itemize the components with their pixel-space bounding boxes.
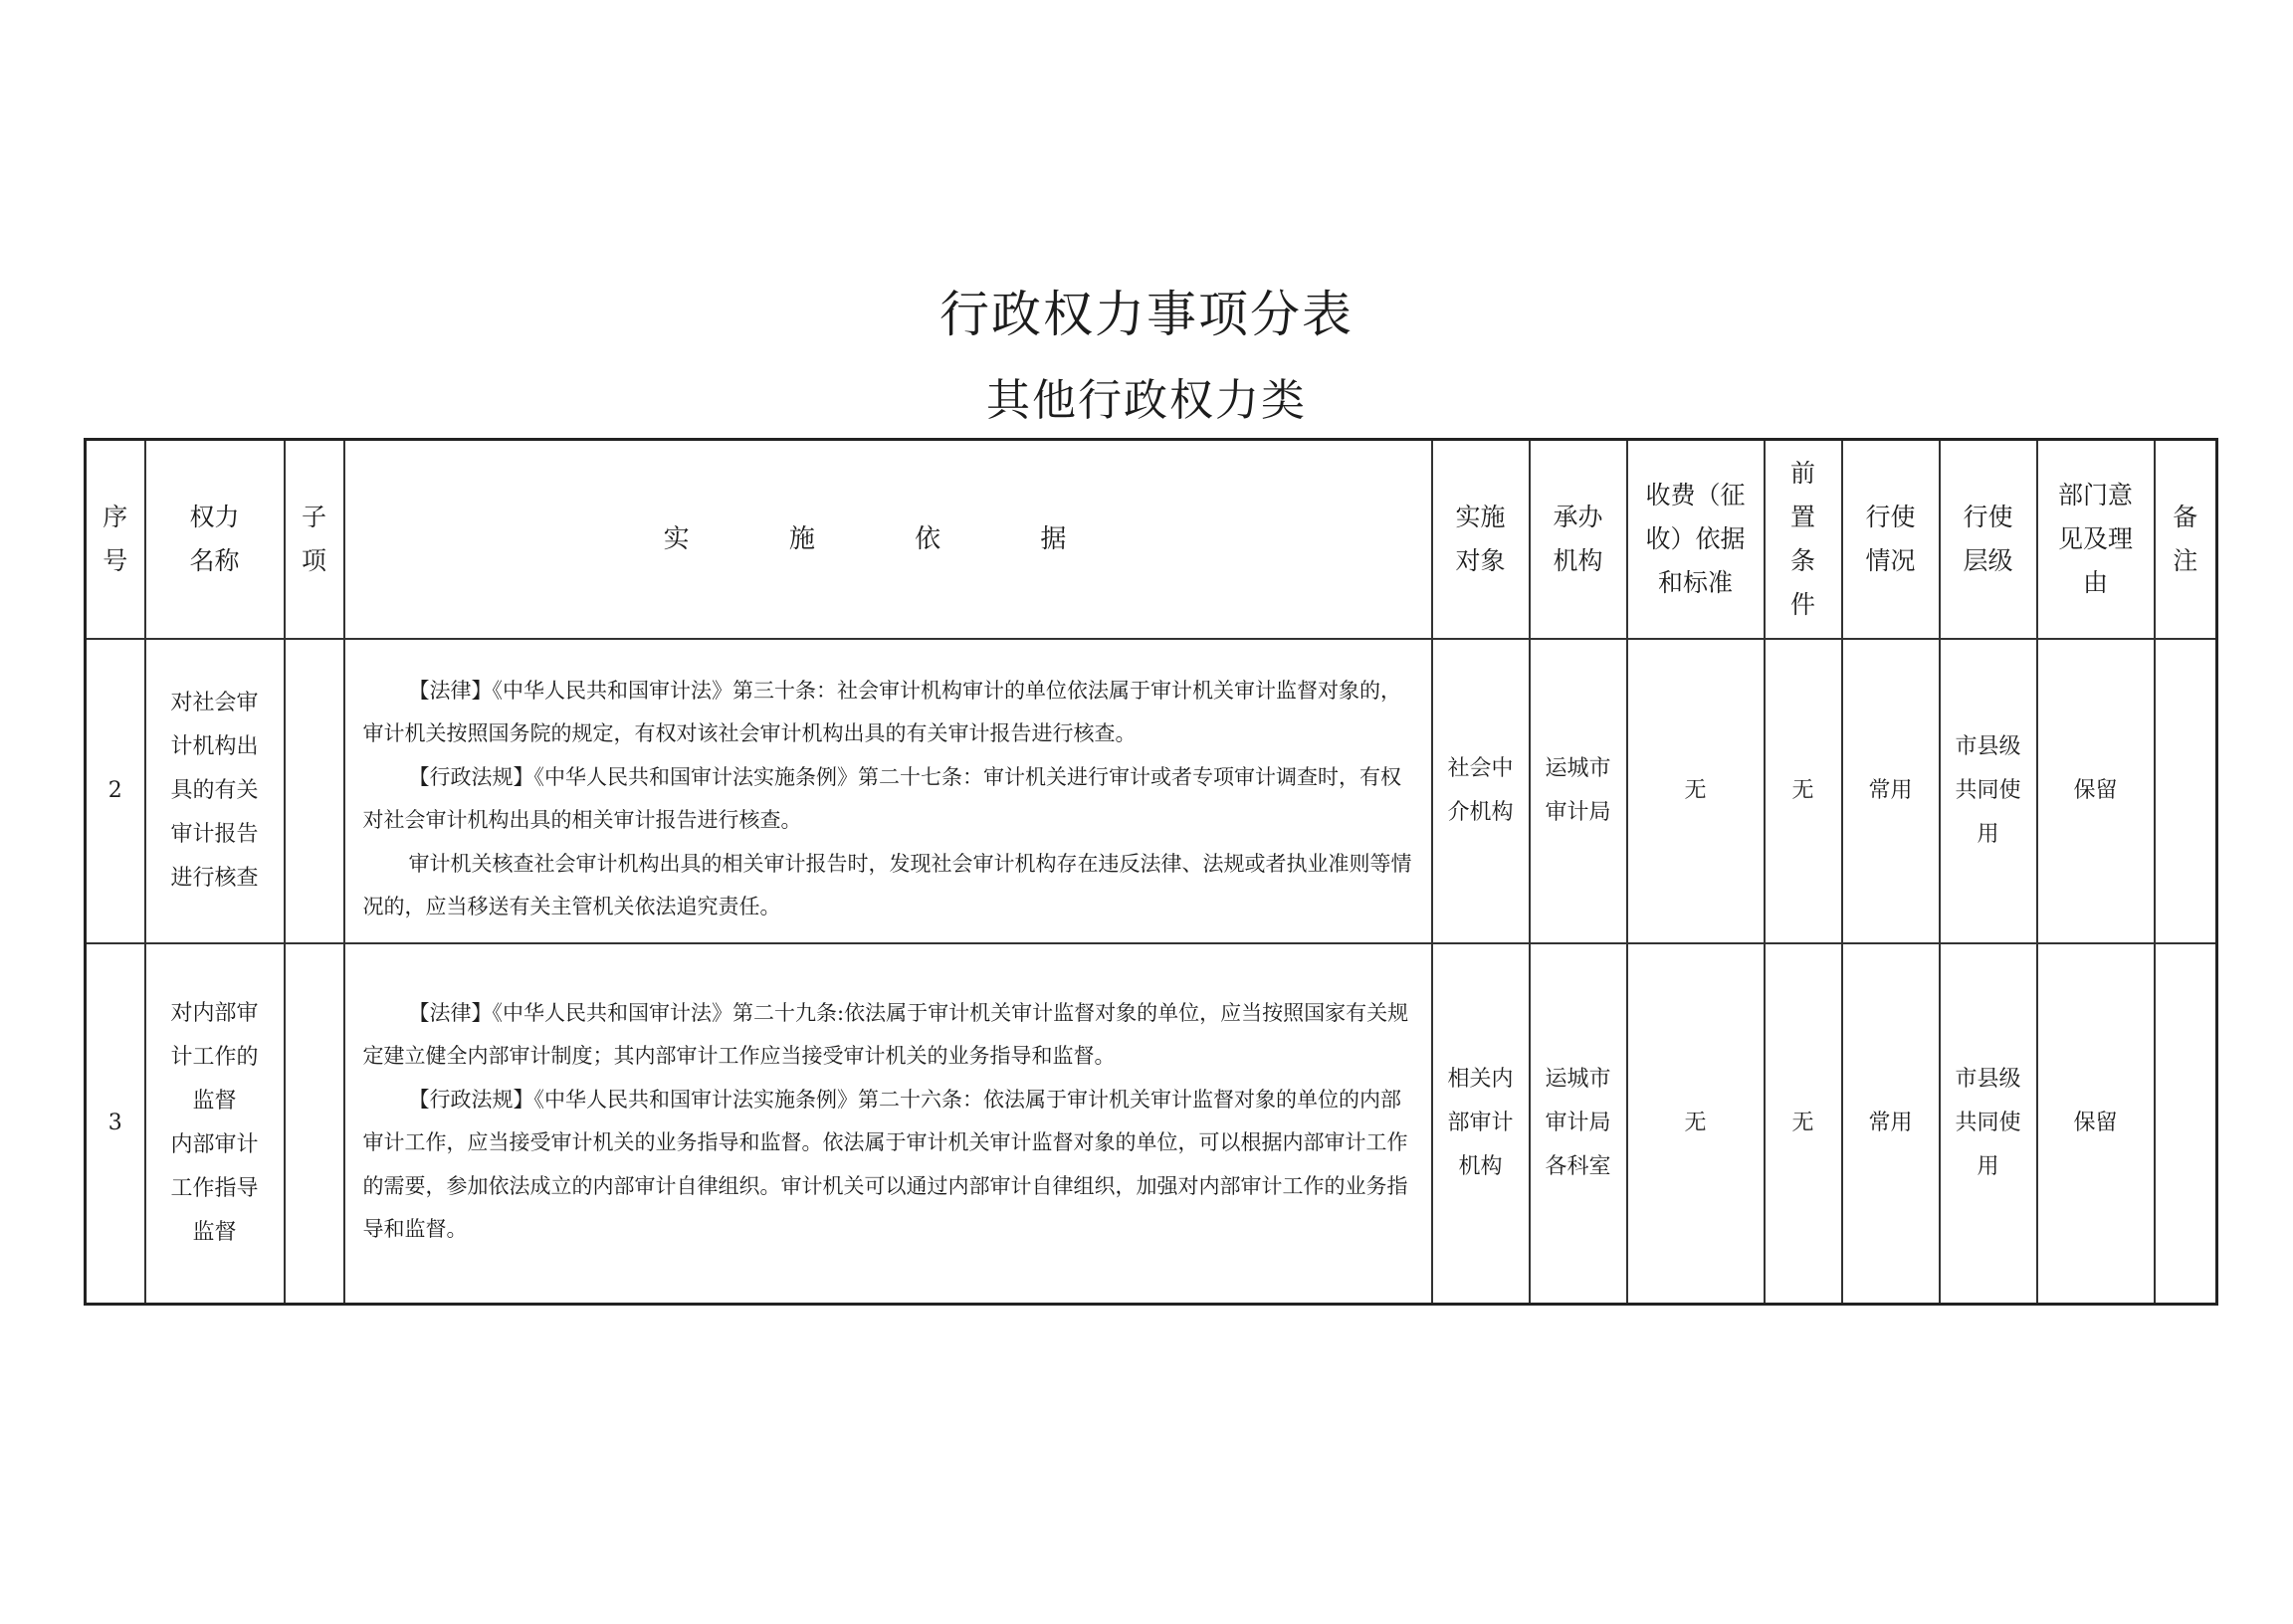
header-name: 权力 名称 [145,440,285,639]
cell-fee: 无 [1627,639,1765,943]
basis-paragraph: 【行政法规】《中华人民共和国审计法实施条例》第二十六条：依法属于审计机关审计监督对象的单位的内部审计工作，应当接受审计机关的业务指导和监督。依法属于审计机关审计监督对象的单位，可以根据内部审计工作的需要，参加依法成立的内部审计自律组织。审计机关可以通过内部审计自律组织，加强对内部审计工作的业务指导和监督。 [362,1087,1408,1241]
header-basis: 实 施 依 据 [344,440,1432,639]
header-precondition: 前 置 条 件 [1765,440,1842,639]
cell-sub-item [285,943,344,1305]
header-opinion: 部门意 见及理 由 [2037,440,2155,639]
table-row [86,943,2217,1305]
cell-opinion: 保留 [2037,639,2155,943]
power-items-table [84,438,2218,1306]
cell-basis [344,639,1432,943]
header-agency: 承办 机构 [1530,440,1627,639]
cell-remark [2155,639,2217,943]
cell-usage: 常用 [1842,943,1940,1305]
document-title: 行政权力事项分表 [939,286,1354,343]
cell-name: 对内部审 计工作的 监督 内部审计 工作指导 监督 [145,943,285,1305]
cell-level: 市县级 共同使 用 [1940,639,2037,943]
header-sub-item: 子 项 [285,440,344,639]
cell-usage: 常用 [1842,639,1940,943]
document-subtitle: 其他行政权力类 [986,375,1307,426]
cell-seq: 3 [86,943,145,1305]
header-remark: 备 注 [2155,440,2217,639]
cell-opinion: 保留 [2037,943,2155,1305]
header-usage: 行使 情况 [1842,440,1940,639]
cell-target: 相关内 部审计 机构 [1432,943,1530,1305]
cell-agency: 运城市 审计局 [1530,639,1627,943]
cell-name: 对社会审 计机构出 具的有关 审计报告 进行核查 [145,639,285,943]
header-target: 实施 对象 [1432,440,1530,639]
basis-paragraph: 审计机关核查社会审计机构出具的相关审计报告时，发现社会审计机构存在违反法律、法规或者执业准则等情况的，应当移送有关主管机关依法追究责任。 [362,851,1412,918]
basis-paragraph: 【法律】《中华人民共和国审计法》第三十条：社会审计机构审计的单位依法属于审计机关审计监督对象的，审计机关按照国务院的规定，有权对该社会审计机构出具的有关审计报告进行核查。 [362,678,1401,745]
header-row [86,440,2217,639]
header-level: 行使 层级 [1940,440,2037,639]
cell-remark [2155,943,2217,1305]
table-row [86,639,2217,943]
cell-seq: 2 [86,639,145,943]
cell-precondition: 无 [1765,943,1842,1305]
basis-paragraph: 【法律】《中华人民共和国审计法》第二十九条:依法属于审计机关审计监督对象的单位，应当按照国家有关规定建立健全内部审计制度；其内部审计工作应当接受审计机关的业务指导和监督。 [362,1000,1409,1068]
cell-agency: 运城市 审计局 各科室 [1530,943,1627,1305]
cell-target: 社会中 介机构 [1432,639,1530,943]
basis-paragraph: 【行政法规】《中华人民共和国审计法实施条例》第二十七条：审计机关进行审计或者专项审计调查时，有权对社会审计机构出具的相关审计报告进行核查。 [362,764,1401,832]
cell-basis [344,943,1432,1305]
cell-sub-item [285,639,344,943]
cell-level: 市县级 共同使 用 [1940,943,2037,1305]
header-seq: 序 号 [86,440,145,639]
cell-fee: 无 [1627,943,1765,1305]
header-fee: 收费（征 收）依据 和标准 [1627,440,1765,639]
cell-precondition: 无 [1765,639,1842,943]
